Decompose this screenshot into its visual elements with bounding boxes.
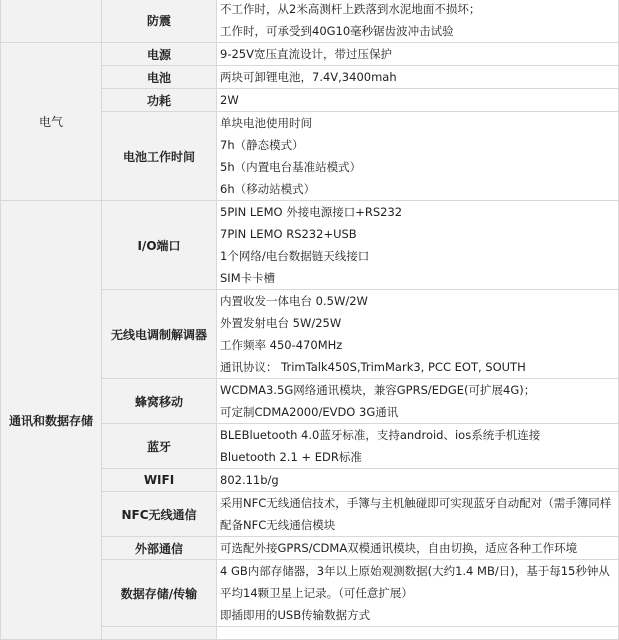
row-label-external: 外部通信 [102,537,217,560]
row-value-power [217,43,619,66]
row-value-shock [217,0,619,43]
table-row [1,0,619,43]
row-label-consumption: 功耗 [102,89,217,112]
value-line: 工作频率 450-470MHz [220,338,343,352]
row-label-nfc: NFC无线通信 [102,492,217,537]
value-line: BLEBluetooth 4.0蓝牙标准，支持android、ios系统手机连接 [220,428,541,442]
category-comm: 通讯和数据存储 [1,201,102,640]
row-label-shock: 防震 [102,0,217,43]
value-line: 即插即用的USB传输数据方式 [220,608,371,622]
category-electrical: 电气 [1,43,102,201]
value-line: 单块电池使用时间 [220,116,312,130]
value-line: 两块可卸锂电池，7.4V,3400mah [220,70,397,84]
value-line: 9-25V宽压直流设计，带过压保护 [220,47,392,61]
row-label-power: 电源 [102,43,217,66]
value-line: 通讯协议： TrimTalk450S,TrimMark3, PCC EOT, SOUTH [220,360,526,374]
row-label-bluetooth: 蓝牙 [102,424,217,469]
row-value-cellular [217,379,619,424]
row-value-battery [217,66,619,89]
row-value-wifi [217,469,619,492]
row-label-cellular: 蜂窝移动 [102,379,217,424]
row-value-empty [217,627,619,640]
row-value-consumption [217,89,619,112]
row-label-io: I/O端口 [102,201,217,290]
row-value-external [217,537,619,560]
row-label-radio: 无线电调制解调器 [102,290,217,379]
category-cell-empty [1,0,102,43]
value-line: SIM卡卡槽 [220,271,276,285]
value-line: 802.11b/g [220,473,279,487]
value-line: 可选配外接GPRS/CDMA双模通讯模块，自由切换，适应各种工作环境 [220,541,578,555]
value-line: 内置收发一体电台 0.5W/2W [220,294,368,308]
value-line: 工作时，可承受到40G10毫秒锯齿波冲击试验 [220,24,454,38]
row-value-radio [217,290,619,379]
value-line: 外置发射电台 5W/25W [220,316,342,330]
value-text: 采用NFC无线通信技术，手簿与主机触碰即可实现蓝牙自动配对（需手簿同样配备NFC无线通信模块 [220,496,612,532]
value-line: 7h（静态模式） [220,138,304,152]
row-label-storage: 数据存储/传输 [102,560,217,627]
row-label-battery: 电池 [102,66,217,89]
row-value-nfc [217,492,619,537]
value-line: 5h（内置电台基准站模式） [220,160,362,174]
row-value-bluetooth [217,424,619,469]
row-label-empty [102,627,217,640]
value-line: 可定制CDMA2000/EVDO 3G通讯 [220,405,399,419]
value-line: Bluetooth 2.1 + EDR标准 [220,450,362,464]
value-line: 2W [220,93,239,107]
table-row [1,43,619,66]
row-value-battery-time [217,112,619,201]
row-label-wifi: WIFI [102,469,217,492]
row-value-io [217,201,619,290]
value-line: 5PIN LEMO 外接电源接口+RS232 [220,205,403,219]
value-line: WCDMA3.5G网络通讯模块，兼容GPRS/EDGE(可扩展4G)； [220,383,536,397]
value-line: 7PIN LEMO RS232+USB [220,227,357,241]
value-line: 不工作时，从2米高测杆上跌落到水泥地面不损坏； [220,2,481,16]
row-label-battery-time: 电池工作时间 [102,112,217,201]
row-value-storage [217,560,619,627]
value-line: 1个网络/电台数据链天线接口 [220,249,370,263]
value-line: 6h（移动站模式） [220,182,316,196]
table-row [1,201,619,290]
value-text: 4 GB内部存储器，3年以上原始观测数据(大约1.4 MB/日)，基于每15秒钟从平均14颗卫星上记录。（可任意扩展） [220,564,610,600]
